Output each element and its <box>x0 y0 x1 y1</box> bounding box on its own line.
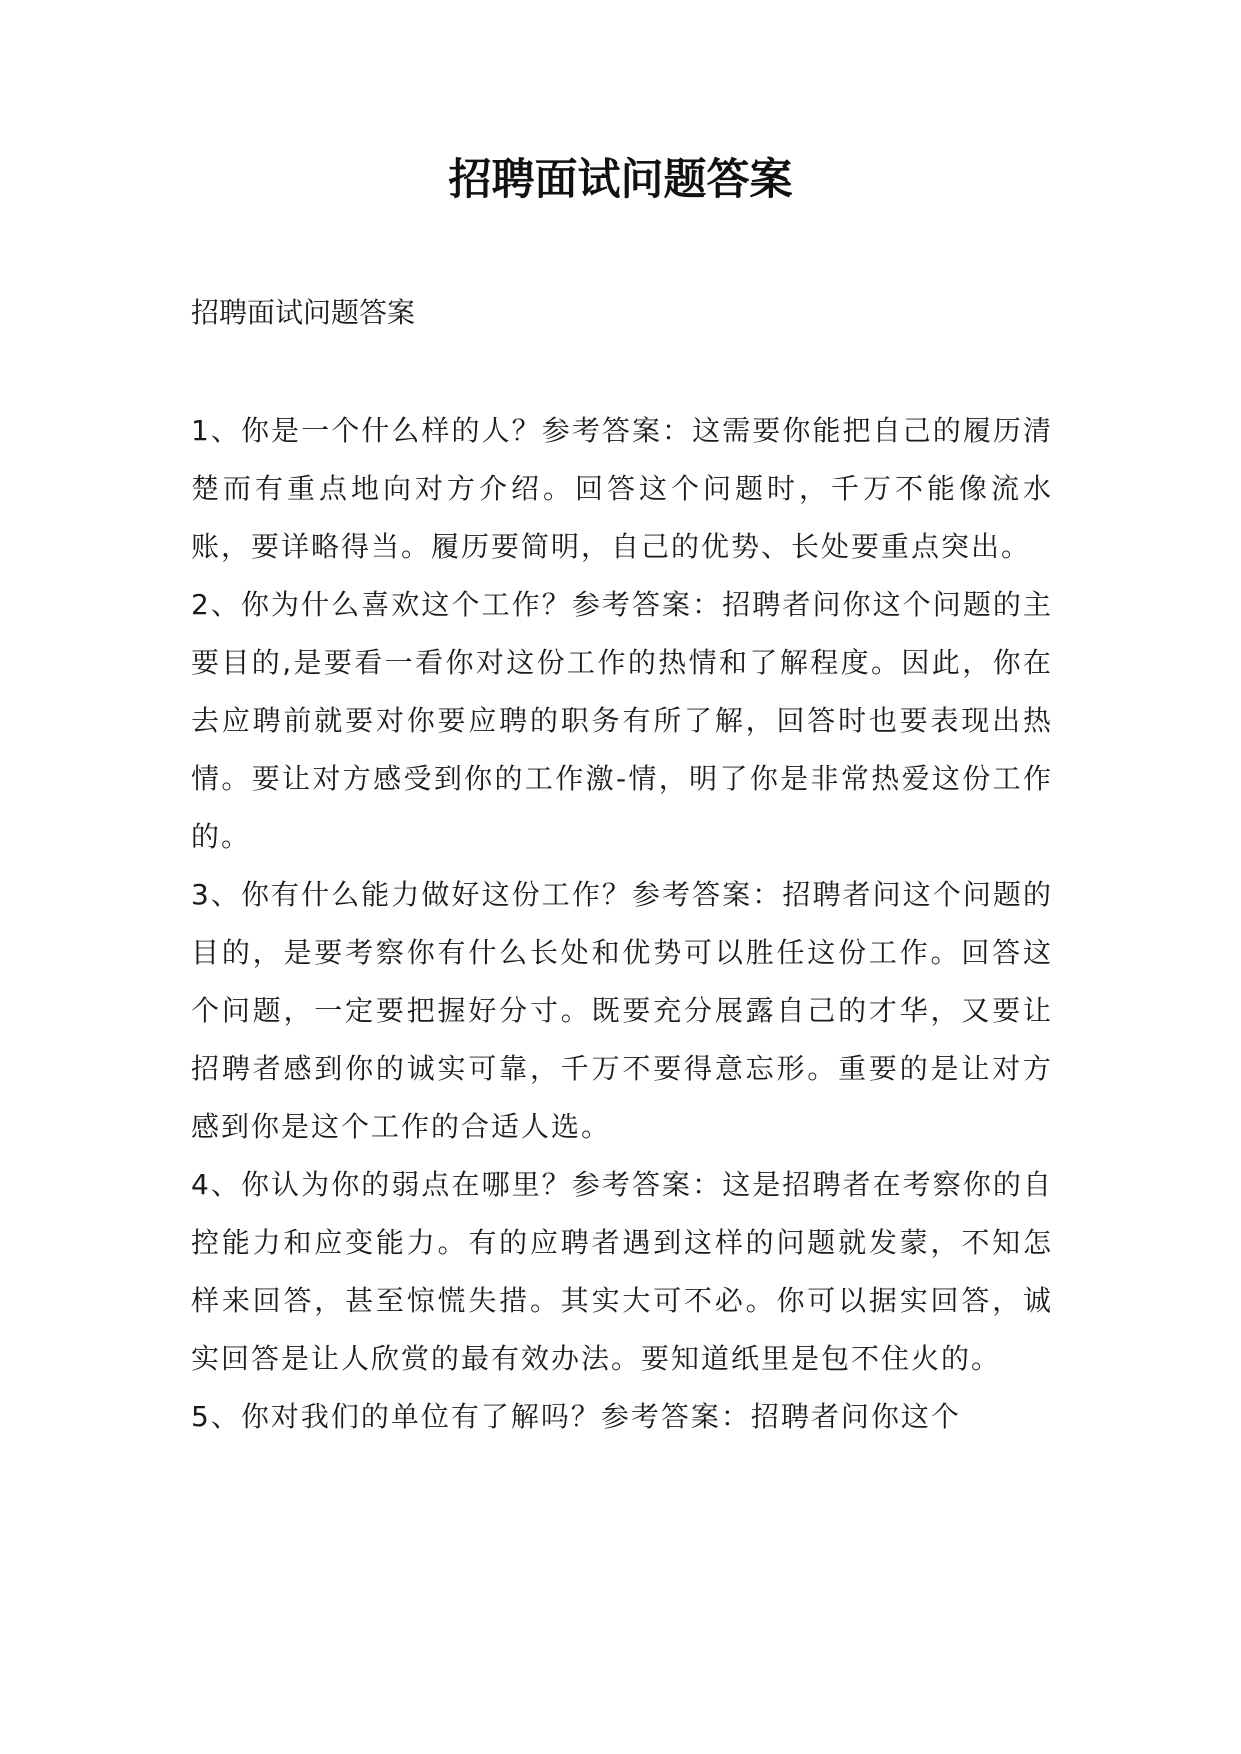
document-title: 招聘面试问题答案 <box>448 155 793 205</box>
qa-item-1: 1、你是一个什么样的人？参考答案：这需要你能把自己的履历清楚而有重点地向对方介绍。回答这个问题时，千万不能像流水账，要详略得当。履历要简明，自己的优势、长处要重点突出。 <box>191 414 1053 563</box>
qa-item-4: 4、你认为你的弱点在哪里？参考答案：这是招聘者在考察你的自控能力和应变能力。有的应聘者遇到这样的问题就发蒙，不知怎样来回答，甚至惊慌失措。其实大可不必。你可以据实回答，诚实回答是让人欣赏的最有效办法。要知道纸里是包不住火的。 <box>191 1168 1053 1375</box>
qa-item-5: 5、你对我们的单位有了解吗？参考答案：招聘者问你这个 <box>191 1400 961 1433</box>
document-subtitle: 招聘面试问题答案 <box>191 296 416 329</box>
qa-list <box>191 402 1053 1446</box>
qa-item-2: 2、你为什么喜欢这个工作？参考答案：招聘者问你这个问题的主要目的,是要看一看你对这份工作的热情和了解程度。因此，你在去应聘前就要对你要应聘的职务有所了解，回答时也要表现出热情。要让对方感受到你的工作激-情，明了你是非常热爱这份工作的。 <box>191 588 1053 853</box>
qa-item-3: 3、你有什么能力做好这份工作？参考答案：招聘者问这个问题的目的，是要考察你有什么长处和优势可以胜任这份工作。回答这个问题，一定要把握好分寸。既要充分展露自己的才华，又要让招聘者感到你的诚实可靠，千万不要得意忘形。重要的是让对方感到你是这个工作的合适人选。 <box>191 878 1053 1143</box>
